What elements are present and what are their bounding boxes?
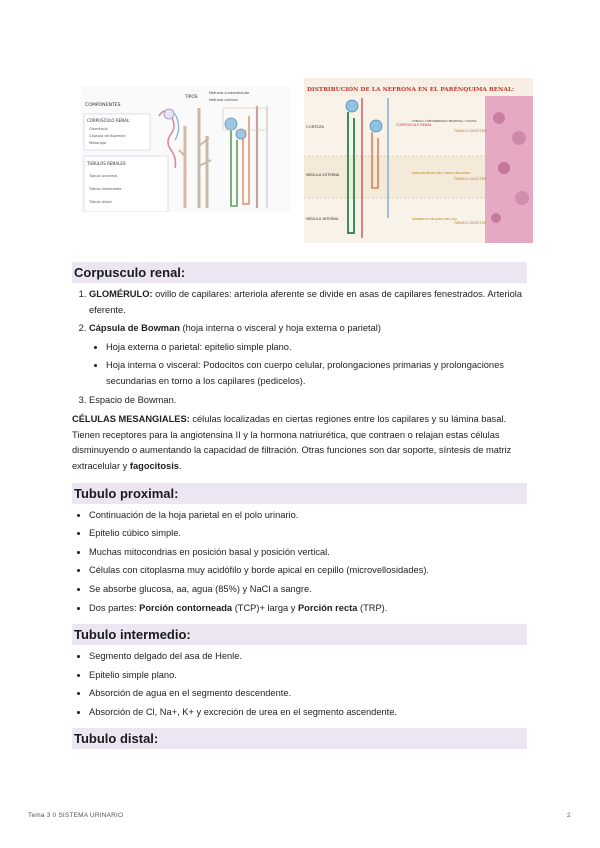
section-proximal [72,483,527,617]
fig2-cola-0: CORPÚSCULO RENAL [396,123,432,127]
list-item: • Hoja interna o visceral: Podocitos con cuerpo celular, prolongaciones primarias y prolongaciones secundarias en torno a los capilares (pedicelos). [106,358,527,389]
list-item: • Hoja externa o parietal: epitelio simple plano. [106,340,527,356]
fig1-tub-item-1: Túbulo intermedio [89,187,122,191]
main-content [72,262,527,749]
mesangial-text: células localizadas en ciertas regiones entre los capilares y su lámina basal. Tienen receptores para la angiotensina II y la hormona natriurética, que contraen o relajan estas células disminuyendo o aumentando la capacidad de filtración. Otras funciones son dar soporte, síntesis de matriz extracelular y [72,414,512,471]
section-distal [72,728,527,749]
fig2-colb-1: PORCIÓN RECTA DEL TÚBULO PROXIMAL [412,171,471,175]
list-item: • Células con citoplasma muy acidófilo y borde apical en cepillo (microvellosidades). [89,563,527,579]
fig2-colc-2: TÚBULO COLECTOR [454,221,487,225]
list-item: • Muchas mitocondrias en posición basal y posición vertical. [89,545,527,561]
bowman-sublist [89,340,527,390]
heading-distal: Tubulo distal: [72,728,527,749]
list-item [89,321,527,389]
heading-intermedio: Tubulo intermedio: [72,624,527,645]
heading-corpusculo: Corpusculo renal: [72,262,527,283]
fig2-row-1: MÉDULA EXTERNA [306,173,340,177]
fig1-tubulos: TÚBULOS RENALES: [87,161,127,166]
fig1-corp-item-1: Cápsula de Bowman [89,134,126,138]
tcp-term: Porción contorneada [139,602,233,613]
list-item: • Absorción de Cl, Na+, K+ y excreción de urea en el segmento ascendente. [89,705,527,721]
proximal-list [72,508,527,617]
period: . [178,460,182,471]
text: (TRP). [357,602,388,613]
fig2-colc-0: TÚBULO COLECTOR [454,129,487,133]
bowman-term: Cápsula de Bowman [89,323,180,334]
nephron-components-figure [81,86,291,212]
fig1-tipos: TIPOS: [185,94,199,99]
mesangial-paragraph [72,412,527,474]
list-item: • Absorción de agua en el segmento descendente. [89,686,527,702]
fig2-title: DISTRIBUCIÓN DE LA NEFRONA EN EL PARÉNQUIMA RENAL: [307,87,515,93]
fig1-tub-item-0: Túbulo proximal [89,174,118,178]
text: (TCP)+ larga y [232,602,298,613]
list-item: • Epitelio simple plano. [89,668,527,684]
glomerulo-text: ovillo de capilares: arteriola aferente se divide en asas de capilares fenestrados. Arteriola eferente. [89,289,523,315]
fig1-tipo-0: Nefrona yuxtamedular [209,91,250,95]
list-item [89,287,527,318]
bowman-text: (hoja interna o visceral y hoja externa o parietal) [179,323,381,334]
page-number: 2 [567,812,571,819]
corpusculo-list [72,287,527,408]
fig1-tipo-1: Nefrona cortical [209,98,238,102]
fig2-colc-1: TÚBULO COLECTOR [454,177,487,181]
fig1-tub-item-2: Túbulo distal [89,200,112,204]
fig2-colb-0: TÚBULO CONTORNEADO PROXIMAL Y DISTAL [412,119,477,123]
distribution-diagram [304,78,533,243]
list-item: • Segmento delgado del asa de Henle. [89,649,527,665]
text: Dos partes: [89,602,140,613]
list-item: • Se absorbe glucosa, aa, agua (85%) y NaCl a sangre. [89,582,527,598]
heading-proximal: Tubulo proximal: [72,483,527,504]
footer-title: Tema 3 0 SISTEMA URINARIO [28,812,124,819]
fig2-row-2: MÉDULA INTERNA [306,217,339,221]
trp-term: Porción recta [297,602,358,613]
list-item: 3. Espacio de Bowman. [89,393,527,409]
mesangial-term: CÉLULAS MESANGIALES: [72,414,190,425]
intermedio-list [72,649,527,720]
glomerulo-term: GLOMÉRULO: [89,289,153,299]
list-item: • Continuación de la hoja parietal en el polo urinario. [89,508,527,524]
fig2-colb-2: SEGMENTO DELGADO DEL ASA [412,217,458,221]
figures-row [81,78,533,243]
nephron-distribution-figure [304,78,533,243]
list-item [89,601,527,617]
nephron-diagram [81,86,291,212]
fagocitosis-term: fagocitosis [129,460,179,471]
fig2-row-0: CORTEZA [306,124,324,129]
section-intermedio [72,624,527,720]
fig1-corp-item-0: Glomérulo [89,127,108,131]
list-item: • Epitelio cúbico simple. [89,526,527,542]
fig1-corp-item-2: Mesangio [89,141,107,145]
fig1-componentes: COMPONENTES [85,103,121,108]
fig1-corpusculo: CORPUSCULO RENAL: [87,118,131,123]
